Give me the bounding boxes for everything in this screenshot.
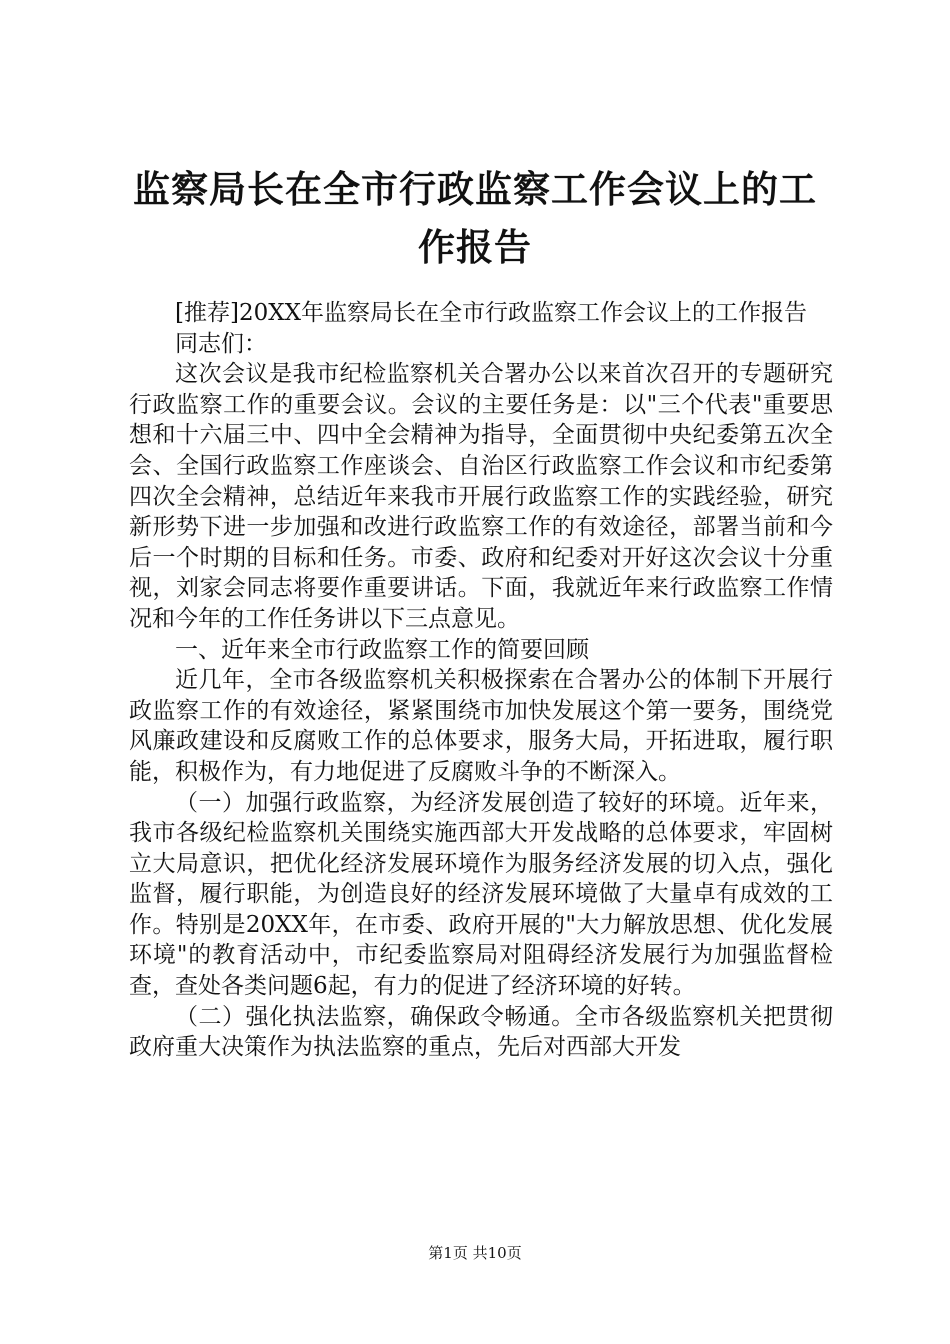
section-heading-1: 一、近年来全市行政监察工作的简要回顾 bbox=[175, 636, 589, 663]
document-body bbox=[129, 298, 833, 1063]
paragraph-review: 近几年，全市各级监察机关积极探索在合署办公的体制下开展行政监察工作的有效途径，紧紧围绕市加快发展这个第一要务，围绕党风廉政建设和反腐败工作的总体要求，服务大局，开拓进取，履行职能，积极作为，有力地促进了反腐败斗争的不断深入。 bbox=[129, 667, 833, 785]
paragraph-intro: 这次会议是我市纪检监察机关合署办公以来首次召开的专题研究行政监察工作的重要会议。会议的主要任务是：以"三个代表"重要思想和十六届三中、四中全会精神为指导，全面贯彻中央纪委第五次全会、全国行政监察工作座谈会、自治区行政监察工作会议和市纪委第四次全会精神，总结近年来我市开展行政监察工作的实践经验，研究新形势下进一步加强和改进行政监察工作的有效途径，部署当前和今后一个时期的目标和任务。市委、政府和纪委对开好这次会议十分重视，刘家会同志将要作重要讲话。下面，我就近年来行政监察工作情况和今年的工作任务讲以下三点意见。 bbox=[129, 361, 833, 632]
paragraph-point-2: （二）强化执法监察，确保政令畅通。全市各级监察机关把贯彻政府重大决策作为执法监察的重点，先后对西部大开发 bbox=[129, 1003, 833, 1061]
paragraph-recommend: [推荐]20XX年监察局长在全市行政监察工作会议上的工作报告 bbox=[175, 300, 807, 326]
document-title: 监察局长在全市行政监察工作会议上的工作报告 bbox=[133, 167, 817, 269]
paragraph-salutation: 同志们： bbox=[175, 330, 267, 357]
paragraph-point-1: （一）加强行政监察，为经济发展创造了较好的环境。近年来，我市各级纪检监察机关围绕实施西部大开发战略的总体要求，牢固树立大局意识，把优化经济发展环境作为服务经济发展的切入点，强化监督，履行职能，为创造良好的经济发展环境做了大量卓有成效的工作。特别是20XX年，在市委、政府开展的"大力解放思想、优化发展环境"的教育活动中，市纪委监察局对阻碍经济发展行为加强监督检查，查处各类问题6起，有力的促进了经济环境的好转。 bbox=[129, 789, 833, 1000]
page-footer: 第1页 共10页 bbox=[428, 1244, 522, 1262]
